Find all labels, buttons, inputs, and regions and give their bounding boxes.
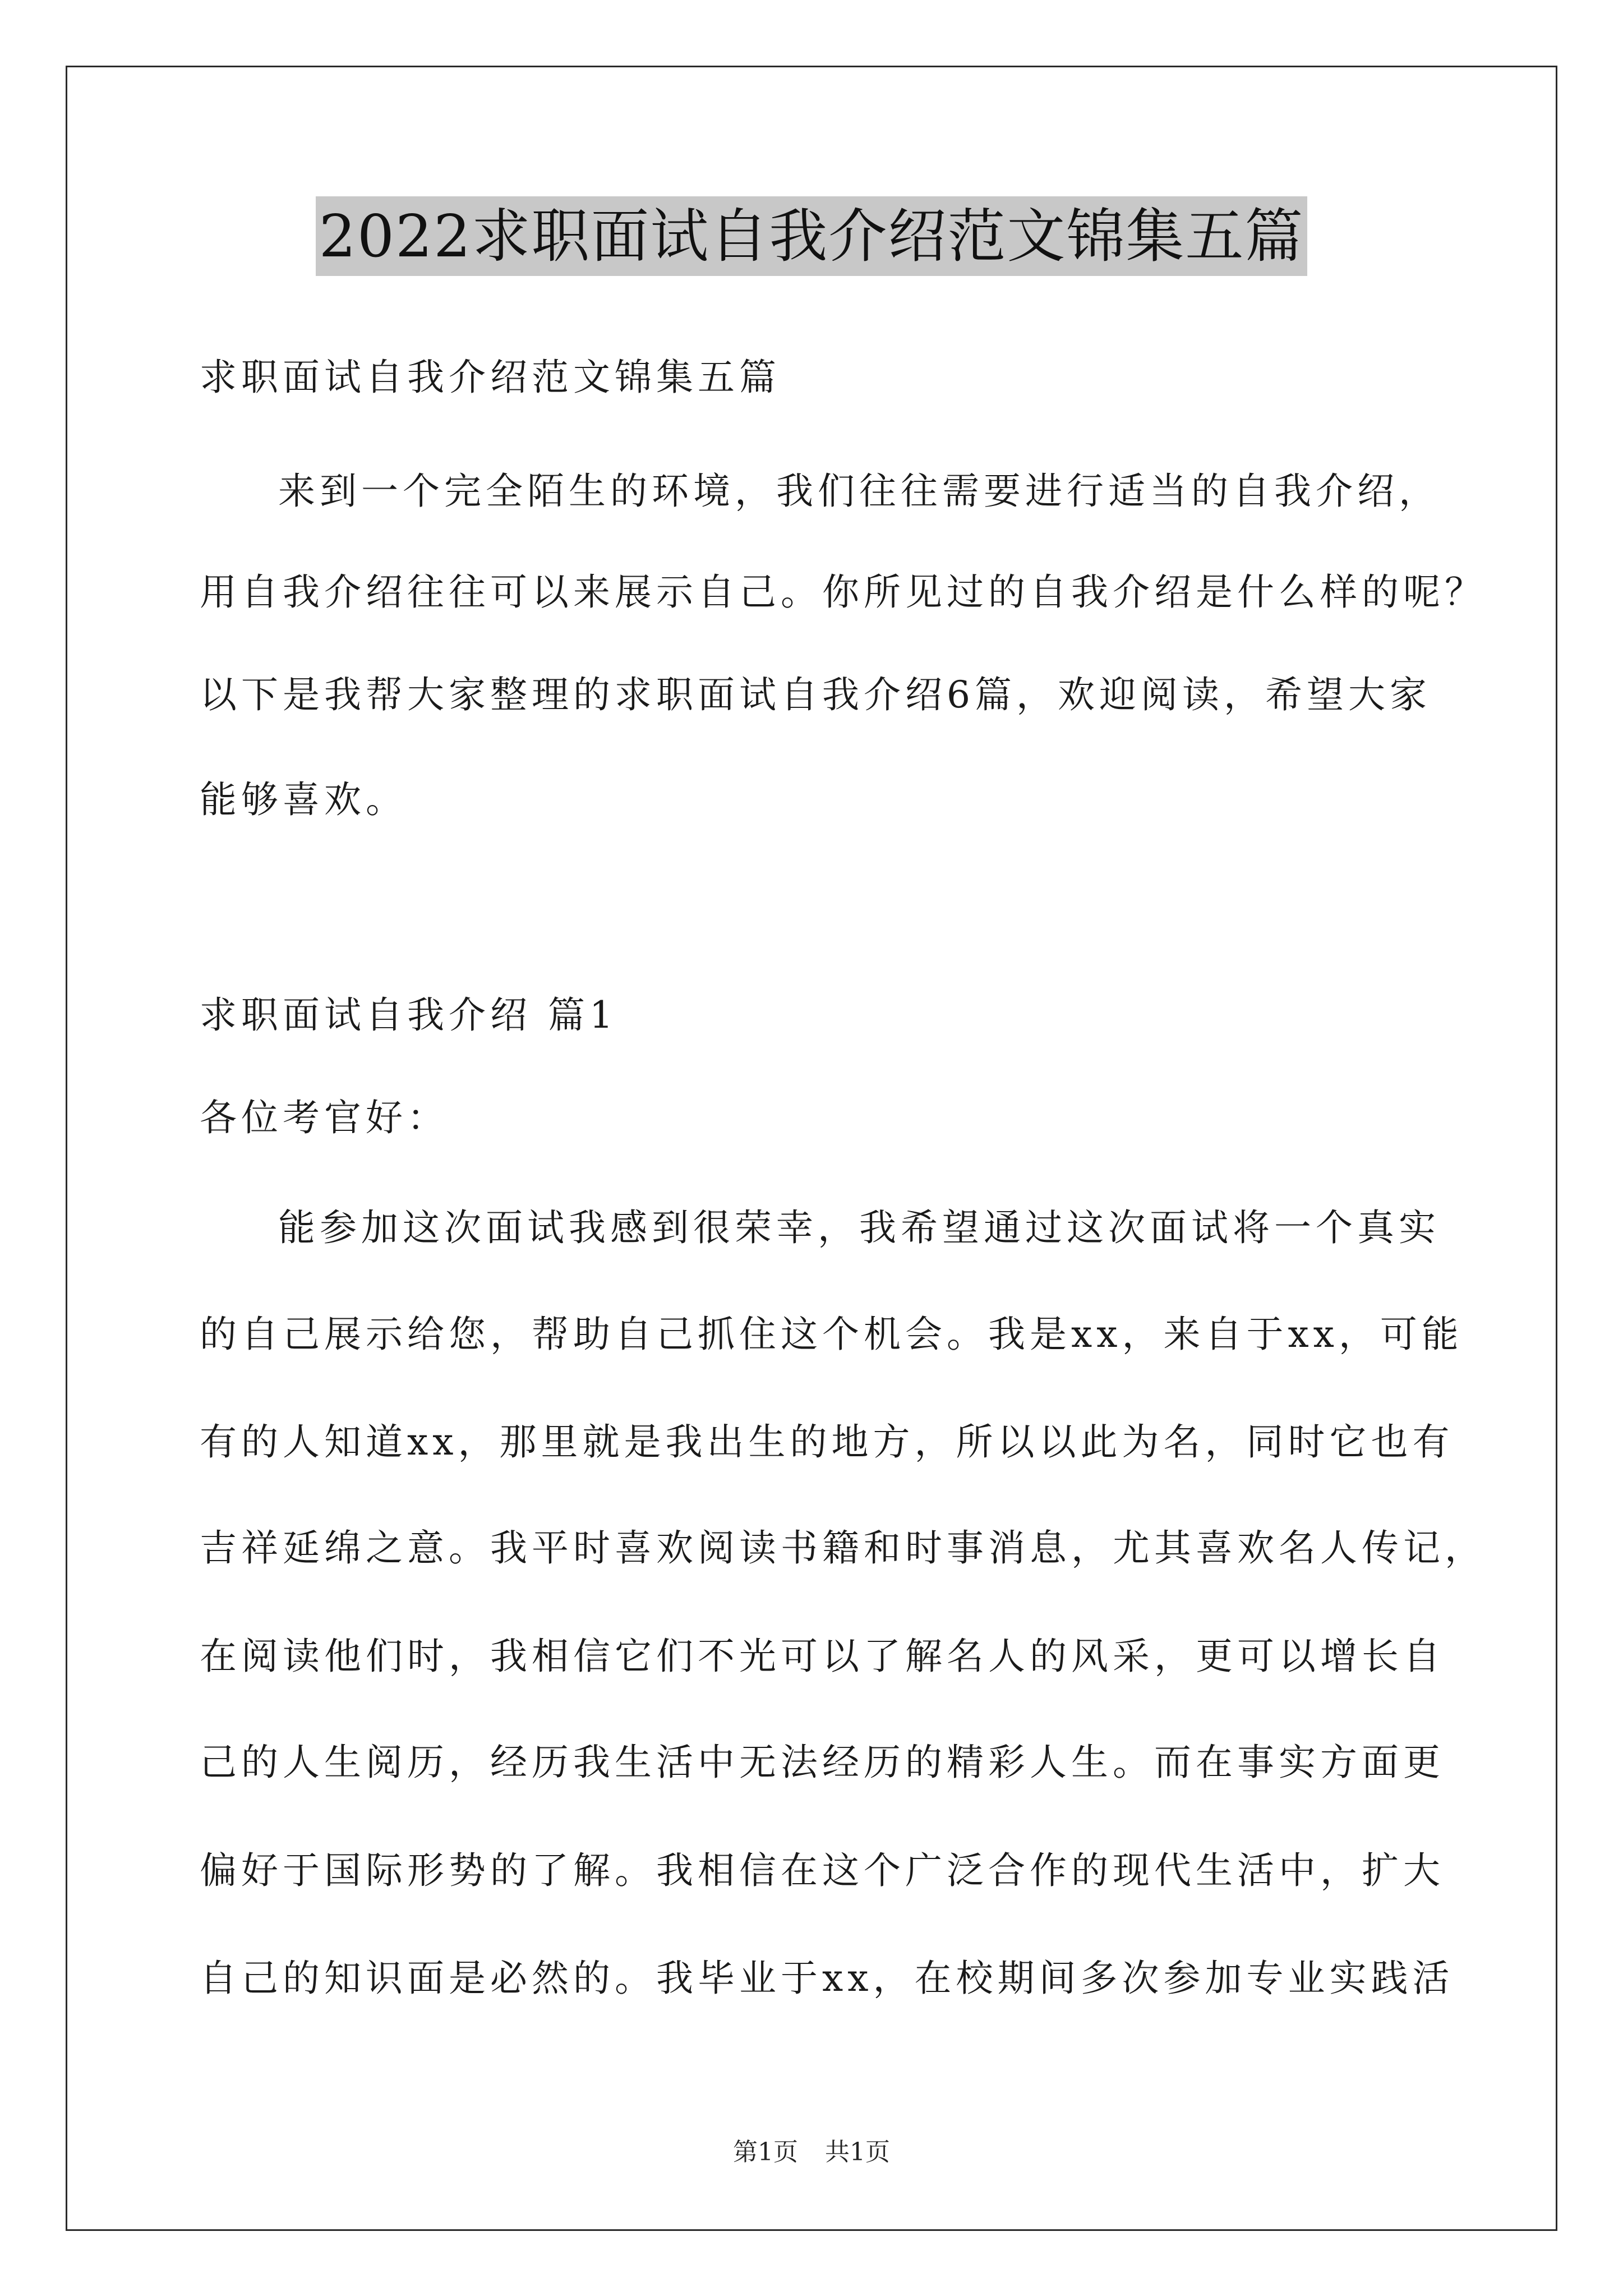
body-line: 在阅读他们时，我相信它们不光可以了解名人的风采，更可以增长自 — [200, 1635, 1445, 1678]
section-heading: 求职面试自我介绍 篇1 — [200, 993, 617, 1037]
body-line: 能参加这次面试我感到很荣幸，我希望通过这次面试将一个真实 — [278, 1206, 1440, 1249]
title-container — [0, 196, 1623, 276]
intro-line: 来到一个完全陌生的环境，我们往往需要进行适当的自我介绍， — [278, 470, 1440, 513]
page-number: 第1页 — [733, 2138, 798, 2166]
document-title: 2022求职面试自我介绍范文锦集五篇 — [316, 196, 1308, 276]
intro-line: 用自我介绍往往可以来展示自己。你所见过的自我介绍是什么样的呢？ — [200, 570, 1486, 614]
greeting: 各位考官好： — [200, 1096, 449, 1139]
body-line: 自己的知识面是必然的。我毕业于xx，在校期间多次参加专业实践活 — [200, 1957, 1454, 2000]
intro-line: 以下是我帮大家整理的求职面试自我介绍6篇，欢迎阅读，希望大家 — [200, 673, 1431, 716]
page-footer — [0, 2132, 1623, 2168]
page-total: 共1页 — [825, 2138, 890, 2166]
body-line: 偏好于国际形势的了解。我相信在这个广泛合作的现代生活中，扩大 — [200, 1849, 1445, 1892]
intro-line: 能够喜欢。 — [200, 778, 407, 821]
body-line: 有的人知道xx，那里就是我出生的地方，所以以此为名，同时它也有 — [200, 1420, 1454, 1464]
body-line: 的自己展示给您，帮助自己抓住这个机会。我是xx，来自于xx，可能 — [200, 1313, 1463, 1356]
body-line: 己的人生阅历，经历我生活中无法经历的精彩人生。而在事实方面更 — [200, 1741, 1445, 1784]
body-line: 吉祥延绵之意。我平时喜欢阅读书籍和时事消息，尤其喜欢名人传记， — [200, 1526, 1486, 1570]
subtitle: 求职面试自我介绍范文锦集五篇 — [200, 356, 781, 399]
